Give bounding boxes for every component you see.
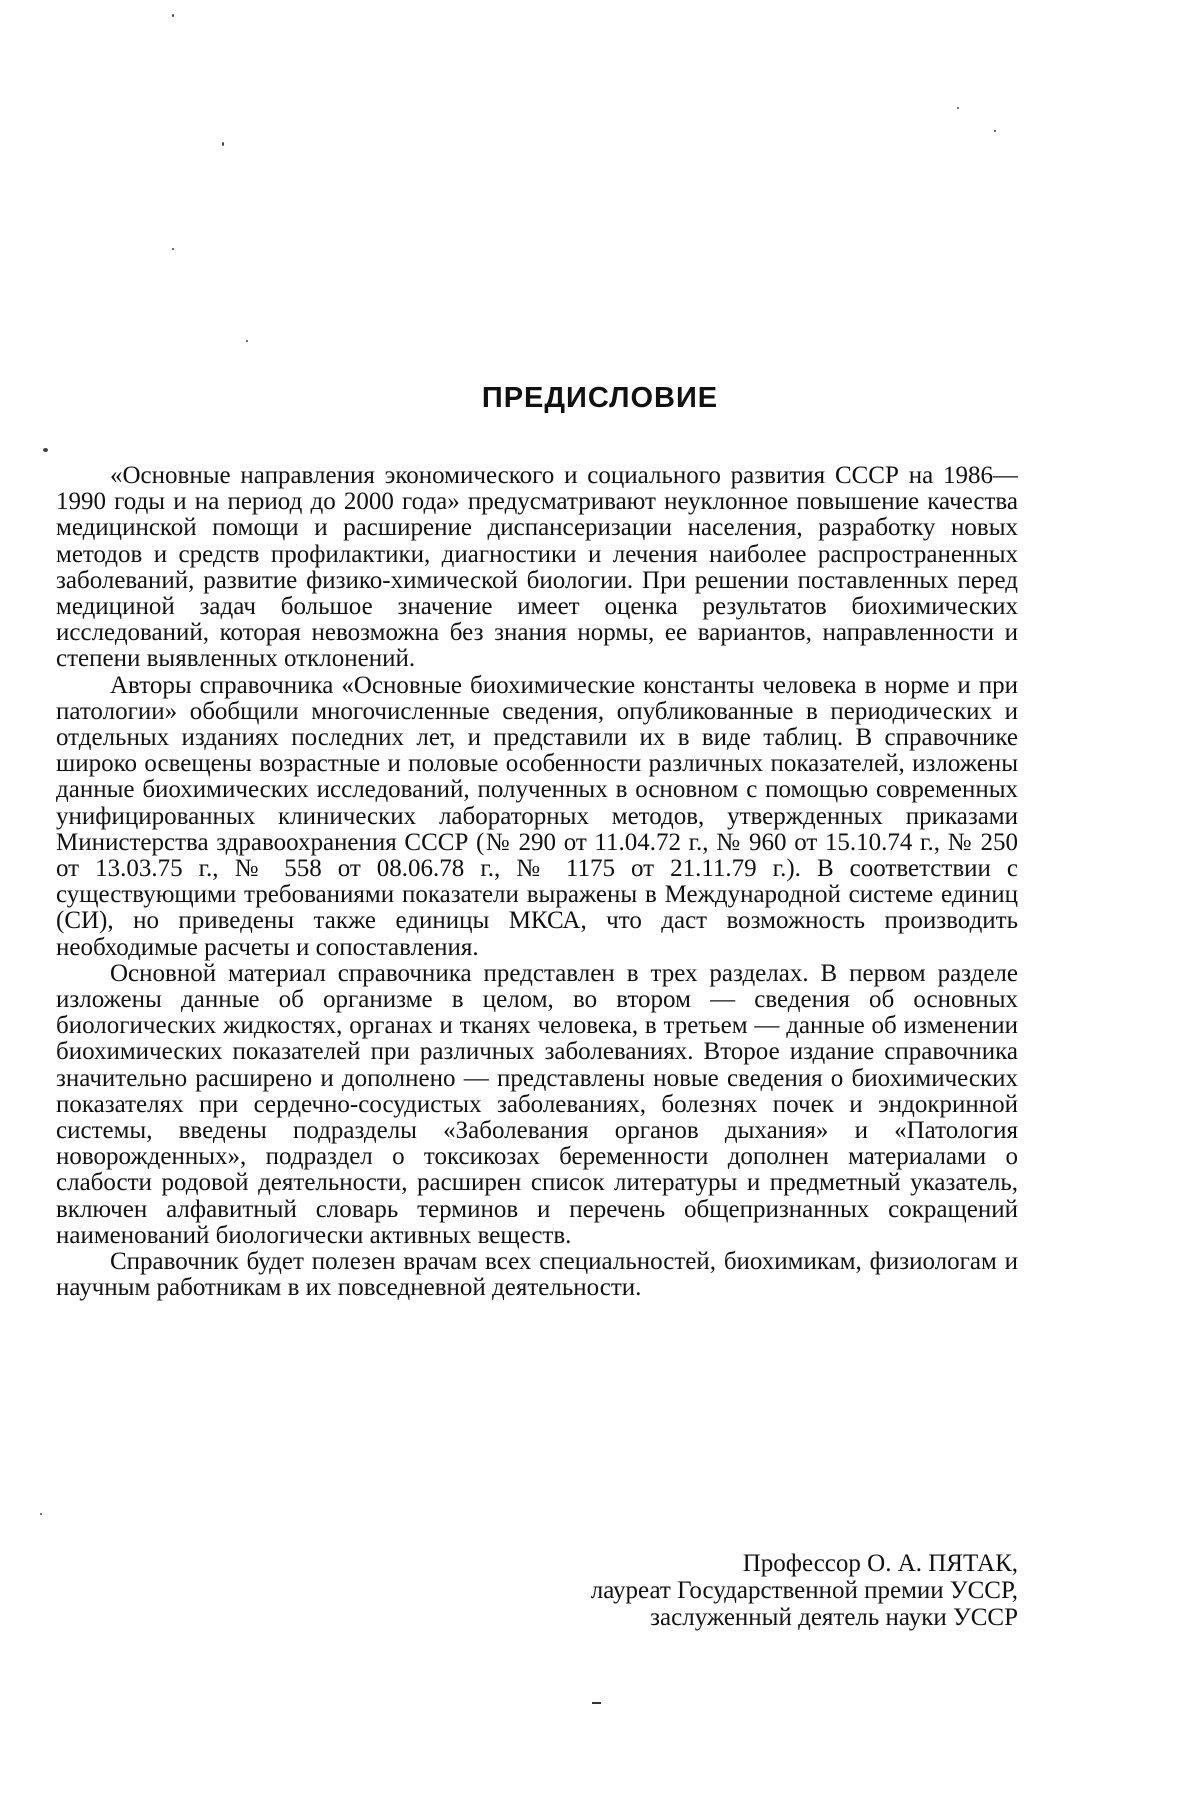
scan-speck [246,340,248,342]
signature-block [591,1550,1018,1631]
page-number-mark [592,1702,601,1704]
scan-speck [172,248,174,250]
paragraph: «Основные направления экономического и социального развития СССР на 1986—1990 годы и на период до 2000 года» предусматривают неуклонное повышение качества медицинской помощи и расширение диспансеризации населения, разработку новых методов и средств профилактики, диагностики и лечения наиболее распространенных заболеваний, развитие физико-химической биологии. При решении поставленных перед медициной задач большое значение имеет оценка результатов биохимических исследований, которая невозможна без знания нормы, ее вариантов, направленности и степени выявленных отклонений. [56,462,1018,673]
signature-title: лауреат Государственной премии УССР, [590,1577,1018,1604]
scan-speck [40,1513,42,1515]
paragraph: Авторы справочника «Основные биохимические константы человека в норме и при патологии» обобщили многочисленные сведения, опубликованные в периодических и отдельных изданиях последних лет, и представили их в виде таблиц. В справочнике широко освещены возрастные и половые особенности различных показателей, изложены данные биохимических исследований, полученных в основном с помощью современных унифицированных клинических лабораторных методов, утвержденных приказами Министерства здравоохранения СССР (№ 290 от 11.04.72 г., № 960 от 15.10.74 г., № 250 от 13.03.75 г., № 558 от 08.06.78 г., № 1175 от 21.11.79 г.). В соответствии с существующими требованиями показатели выражены в Международной системе единиц (СИ), но приведены также единицы МКСА, что даст возможность производить необходимые расчеты и сопоставления. [56,671,1018,961]
page-title: ПРЕДИСЛОВИЕ [481,382,719,414]
preface-body [56,463,1018,1302]
scan-speck [222,142,224,146]
paragraph: Основной материал справочника представлен в трех разделах. В первом разделе изложены данные об организме в целом, во втором — сведения об основных биологических жидкостях, органах и тканях человека, в третьем — данные об изменении биохимических показателей при различных заболеваниях. Второе издание справочника значительно расширено и дополнено — представлены новые сведения о биохимических показателях при сердечно-сосудистых заболеваниях, болезнях почек и эндокринной системы, введены подразделы «Заболевания органов дыхания» и «Патология новорожденных», подраздел о токсикозах беременности дополнен материалами о слабости родовой деятельности, расширен список литературы и предметный указатель, включен алфавитный словарь терминов и перечень общепризнанных сокращений наименований биологически активных веществ. [56,959,1018,1249]
paragraph: Справочник будет полезен врачам всех специальностей, биохимикам, физиологам и научным работникам в их повседневной деятельности. [56,1248,1018,1302]
signature-honor: заслуженный деятель науки УССР [650,1604,1018,1631]
scan-speck [994,130,996,132]
scan-speck [172,14,174,17]
scan-speck [43,448,48,452]
signature-name: Профессор О. А. ПЯТАК, [742,1550,1018,1577]
scan-speck [957,107,959,109]
